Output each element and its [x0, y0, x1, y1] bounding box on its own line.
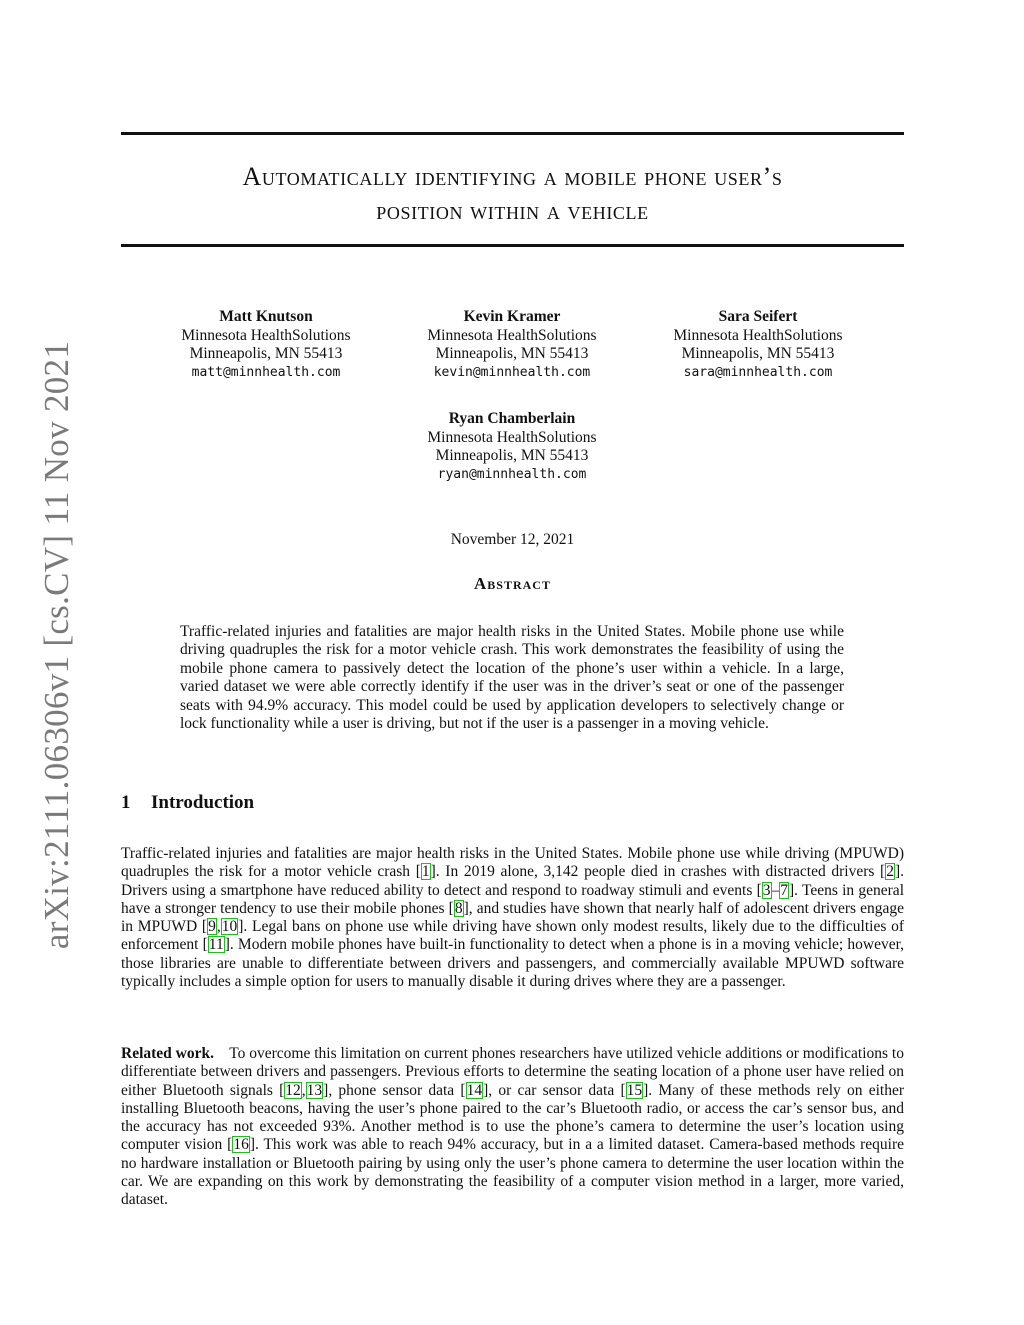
citation-link[interactable]: 16 — [233, 1136, 249, 1154]
author-block — [136, 308, 396, 382]
author-affiliation: Minnesota HealthSolutions — [673, 326, 843, 344]
abstract-heading: Abstract — [474, 574, 551, 593]
author-name: Ryan Chamberlain — [448, 410, 576, 427]
citation-link[interactable]: 10 — [221, 918, 238, 936]
author-name: Kevin Kramer — [463, 308, 561, 325]
section-number: 1 — [121, 792, 131, 813]
author-block — [382, 410, 642, 484]
citation-link[interactable]: 13 — [306, 1081, 323, 1099]
author-affiliation: Minnesota HealthSolutions — [181, 326, 351, 344]
citation-link[interactable]: 11 — [208, 936, 224, 954]
related-work-label: Related work. — [121, 1045, 214, 1062]
arxiv-id: arXiv:2111.06306v1 [cs.CV] 11 Nov 2021 — [37, 340, 76, 950]
citation-link[interactable]: 14 — [466, 1081, 483, 1099]
citation-link[interactable]: 8 — [454, 899, 463, 917]
title-rule-bottom — [121, 244, 904, 247]
author-name: Matt Knutson — [219, 308, 313, 325]
author-name: Sara Seifert — [718, 308, 798, 325]
author-affiliation: Minnesota HealthSolutions — [427, 428, 597, 446]
citation-link[interactable]: 15 — [626, 1081, 643, 1099]
section-title: Introduction — [151, 792, 255, 813]
title-line-2: position within a vehicle — [376, 196, 649, 225]
abstract-text: Traffic-related injuries and fatalities are major health risks in the United States. Mobile phone use while driving quadruples the risk for a motor vehicle crash. This work demonstrates the feasibility of using the mobile phone camera to passively detect the location of the phone’s user within a vehicle. In a large, varied dataset we were able correctly identify if the user was in the driver’s seat or one of the passenger seats with 94.9% accuracy. This model could be used by application developers to selectively change or lock functionality while a user is driving, but not if the user is a passenger in a moving vehicle. — [180, 623, 844, 733]
author-email[interactable]: sara@minnhealth.com — [683, 364, 833, 380]
author-email[interactable]: ryan@minnhealth.com — [437, 466, 587, 482]
citation-link[interactable]: 1 — [421, 863, 430, 881]
author-location: Minneapolis, MN 55413 — [189, 345, 343, 362]
paper-date: November 12, 2021 — [450, 531, 575, 548]
author-location: Minneapolis, MN 55413 — [681, 345, 835, 362]
title-line-1: Automatically identifying a mobile phone user’s — [242, 162, 783, 191]
related-work-paragraph: Related work. To overcome this limitation on current phones researchers have utilized vehicle additions or modifications to differentiate between drivers and passengers. Previous efforts to determine the seating location of a phone user have relied on either Bluetooth signals [12,13], phone sensor data [14], or car sensor data [15]. Many of these methods rely on either installing Bluetooth beacons, having the user’s phone paired to the car’s Bluetooth radio, or access the car’s sensor bus, and the accuracy has not exceeded 93%. Another method is to use the phone’s camera to determine the user’s location using computer vision [16]. This work was able to reach 94% accuracy, but in a a limited dataset. Camera-based methods require no hardware installation or Bluetooth pairing by using only the user’s phone camera to determine the user location within the car. We are expanding on this work by demonstrating the feasibility of a computer vision method in a larger, more varied, dataset. — [121, 1045, 904, 1209]
paper-title — [121, 160, 904, 228]
author-location: Minneapolis, MN 55413 — [435, 345, 589, 362]
citation-link[interactable]: 3 — [762, 881, 771, 899]
author-affiliation: Minnesota HealthSolutions — [427, 326, 597, 344]
title-rule-top — [121, 132, 904, 135]
citation-link[interactable]: 2 — [886, 863, 894, 881]
citation-link[interactable]: 12 — [285, 1081, 301, 1099]
section-heading — [121, 792, 254, 814]
citation-link[interactable]: 9 — [208, 918, 216, 936]
author-block — [628, 308, 888, 382]
intro-paragraph: Traffic-related injuries and fatalities are major health risks in the United States. Mobile phone use while driving (MPUWD) quadruples the risk for a motor vehicle crash [1]. In 2019 alone, 3,142 people died in crashes with distracted drivers [2]. Drivers using a smartphone have reduced ability to detect and respond to roadway stimuli and events [3–7]. Teens in general have a stronger tendency to use their mobile phones [8], and studies have shown that nearly half of adolescent drivers engage in MPUWD [9,10]. Legal bans on phone use while driving have shown only modest results, likely due to the difficulties of enforcement [11]. Modern mobile phones have built-in functionality to detect when a phone is in a moving vehicle; however, those libraries are unable to differentiate between drivers and passengers, and commercially available MPUWD software typically includes a simple option for users to manually disable it during drives where they are a passenger. — [121, 845, 904, 991]
author-email[interactable]: matt@minnhealth.com — [191, 364, 341, 380]
author-block — [382, 308, 642, 382]
author-email[interactable]: kevin@minnhealth.com — [433, 364, 591, 380]
author-location: Minneapolis, MN 55413 — [435, 447, 589, 464]
citation-link[interactable]: 7 — [780, 881, 788, 899]
